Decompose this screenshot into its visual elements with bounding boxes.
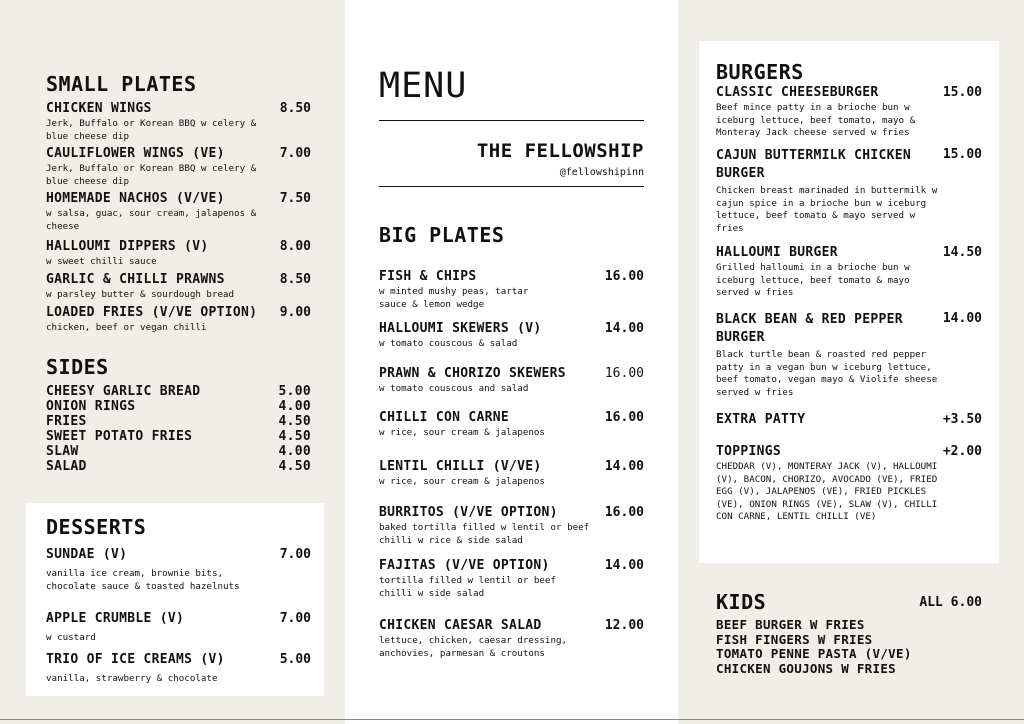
item-name: CAJUN BUTTERMILK CHICKEN BURGER [716, 148, 912, 181]
divider [379, 120, 644, 121]
menu-item [379, 505, 644, 547]
sides-title: SIDES [46, 355, 109, 379]
item-name: PRAWN & CHORIZO SKEWERS [379, 366, 566, 381]
item-name: HALLOUMI DIPPERS (V) [46, 239, 209, 254]
item-name: CLASSIC CHEESEBURGER [716, 85, 879, 100]
list-item [46, 429, 311, 444]
menu-item [716, 412, 982, 427]
menu-item [379, 366, 644, 396]
small-plates-title: SMALL PLATES [46, 72, 197, 96]
item-price: 7.00 [279, 547, 311, 562]
item-price: 5.00 [279, 652, 311, 667]
menu-item [379, 321, 644, 351]
item-name: TOPPINGS [716, 444, 782, 459]
item-name: BURRITOS (V/VE OPTION) [379, 505, 558, 520]
item-description: tortilla filled w lentil or beef chilli w side salad [379, 575, 557, 599]
item-description: w parsley butter & sourdough bread [46, 289, 235, 300]
item-name: TRIO OF ICE CREAMS (V) [46, 652, 225, 667]
item-name: CAULIFLOWER WINGS (VE) [46, 146, 225, 161]
menu-item [46, 101, 311, 143]
venue-handle: @fellowshipinn [559, 167, 644, 178]
middle-column [345, 0, 678, 724]
item-price: +2.00 [942, 444, 982, 459]
item-price: 16.00 [604, 505, 644, 520]
item-price: +3.50 [942, 412, 982, 427]
item-description: w sweet chilli sauce [46, 256, 157, 267]
list-item: TOMATO PENNE PASTA (V/VE) [716, 646, 912, 662]
menu-item [46, 239, 311, 269]
item-price: 9.00 [279, 305, 311, 320]
menu-title: MENU [379, 66, 468, 106]
item-price: 7.00 [279, 146, 311, 161]
menu-item [716, 85, 982, 140]
venue-name: THE FELLOWSHIP [476, 140, 644, 162]
list-item [46, 414, 311, 429]
item-name: SLAW [46, 444, 79, 459]
item-description: Chicken breast marinaded in buttermilk w cajun spice in a brioche bun w iceburg lettuce, beef tomato & mayo served w fries [716, 185, 938, 234]
item-name: CHILLI CON CARNE [379, 410, 510, 425]
item-description: Jerk, Buffalo or Korean BBQ w celery & blue cheese dip [46, 118, 257, 142]
item-price: 4.00 [278, 444, 311, 459]
item-name: GARLIC & CHILLI PRAWNS [46, 272, 225, 287]
item-price: 8.00 [279, 239, 311, 254]
bottom-divider [0, 719, 1024, 720]
item-name: SWEET POTATO FRIES [46, 429, 193, 444]
menu-item [46, 547, 311, 593]
list-item: BEEF BURGER W FRIES [716, 617, 865, 632]
menu-item [716, 147, 982, 235]
list-item [46, 384, 311, 399]
divider [379, 186, 644, 187]
menu-item [46, 305, 311, 335]
kids-title: KIDS [716, 590, 767, 614]
item-price: 14.00 [604, 558, 644, 573]
burgers-title: BURGERS [716, 60, 804, 84]
item-price: 5.00 [278, 384, 311, 399]
item-price: 4.50 [278, 429, 311, 444]
item-description: w rice, sour cream & jalapenos [379, 427, 545, 438]
item-name: ONION RINGS [46, 399, 136, 414]
kids-list [716, 617, 982, 676]
menu-item [379, 558, 644, 600]
item-price: 8.50 [279, 101, 311, 116]
item-price: 14.00 [604, 321, 644, 336]
item-description: CHEDDAR (V), MONTERAY JACK (V), HALLOUMI (V), BACON, CHORIZO, AVOCADO (VE), FRIED EGG (V), JALAPENOS (VE), FRIED PICKLES (VE), ONION RINGS (VE), SLAW (V), CHILLI CON CARNE, LENTIL CHILLI (VE) [716, 461, 938, 523]
item-description: lettuce, chicken, caesar dressing, anchovies, parmesan & croutons [379, 635, 568, 659]
list-item [46, 459, 311, 474]
item-description: chicken, beef or vegan chilli [46, 322, 207, 333]
item-name: CHICKEN WINGS [46, 101, 152, 116]
item-description: w tomato couscous and salad [379, 383, 529, 394]
item-name: HOMEMADE NACHOS (V/VE) [46, 191, 225, 206]
item-name: FAJITAS (V/VE OPTION) [379, 558, 550, 573]
item-price: 16.00 [604, 410, 644, 425]
menu-item [379, 618, 644, 660]
item-description: w salsa, guac, sour cream, jalapenos & cheese [46, 208, 257, 232]
item-price: 4.50 [278, 459, 311, 474]
kids-price: ALL 6.00 [919, 595, 982, 610]
item-name: LOADED FRIES (V/VE OPTION) [46, 305, 258, 320]
list-item: FISH FINGERS W FRIES [716, 631, 873, 647]
menu-item [716, 311, 982, 399]
venue-block [379, 140, 644, 180]
item-price: 4.50 [278, 414, 311, 429]
item-description: vanilla ice cream, brownie bits, chocolate sauce & toasted hazelnuts [46, 568, 240, 592]
item-price: 8.50 [279, 272, 311, 287]
item-name: BLACK BEAN & RED PEPPER BURGER [716, 312, 903, 345]
item-description: w custard [46, 632, 96, 643]
item-description: w minted mushy peas, tartar sauce & lemon wedge [379, 286, 529, 310]
item-price: 4.00 [278, 399, 311, 414]
item-name: HALLOUMI SKEWERS (V) [379, 321, 542, 336]
item-price: 14.00 [604, 459, 644, 474]
item-description: Grilled halloumi in a brioche bun w iceburg lettuce, beef tomato & mayo served w fries [716, 262, 910, 299]
item-price: 12.00 [604, 618, 644, 633]
item-price: 7.50 [279, 191, 311, 206]
item-description: baked tortilla filled w lentil or beef chilli w rice & side salad [379, 522, 590, 546]
item-description: Beef mince patty in a brioche bun w iceburg lettuce, beef tomato, mayo & Monteray Jack cheese served w fries [716, 102, 916, 139]
item-name: EXTRA PATTY [716, 412, 806, 427]
menu-item [46, 191, 311, 233]
item-price: 15.00 [942, 85, 982, 100]
menu-item [46, 652, 311, 686]
menu-item [46, 272, 311, 302]
desserts-title: DESSERTS [46, 515, 147, 539]
menu-item [716, 444, 982, 524]
list-item [46, 399, 311, 414]
item-name: LENTIL CHILLI (V/VE) [379, 459, 542, 474]
item-name: SALAD [46, 459, 87, 474]
item-name: CHICKEN CAESAR SALAD [379, 618, 542, 633]
list-item: CHICKEN GOUJONS W FRIES [716, 661, 896, 677]
item-name: APPLE CRUMBLE (V) [46, 611, 185, 626]
item-description: vanilla, strawberry & chocolate [46, 673, 218, 684]
menu-item [379, 410, 644, 440]
item-price: 14.00 [942, 311, 982, 326]
menu-item [46, 611, 311, 645]
menu-item [46, 146, 311, 188]
list-item [46, 444, 311, 459]
item-price: 16.00 [604, 366, 644, 381]
menu-item [716, 245, 982, 300]
big-plates-title: BIG PLATES [379, 223, 505, 247]
item-price: 15.00 [942, 147, 982, 162]
item-name: FRIES [46, 414, 87, 429]
item-description: w tomato couscous & salad [379, 338, 518, 349]
item-description: w rice, sour cream & jalapenos [379, 476, 545, 487]
menu-item [379, 269, 644, 311]
menu-item [379, 459, 644, 489]
item-name: FISH & CHIPS [379, 269, 477, 284]
item-name: CHEESY GARLIC BREAD [46, 384, 201, 399]
item-price: 14.50 [942, 245, 982, 260]
item-name: HALLOUMI BURGER [716, 245, 838, 260]
item-name: SUNDAE (V) [46, 547, 128, 562]
item-price: 16.00 [604, 269, 644, 284]
item-description: Black turtle bean & roasted red pepper patty in a vegan bun w iceburg lettuce, beef tomato, vegan mayo & Violife sheese served w fries [716, 349, 938, 398]
item-description: Jerk, Buffalo or Korean BBQ w celery & blue cheese dip [46, 163, 257, 187]
sides-list [46, 384, 311, 474]
item-price: 7.00 [279, 611, 311, 626]
